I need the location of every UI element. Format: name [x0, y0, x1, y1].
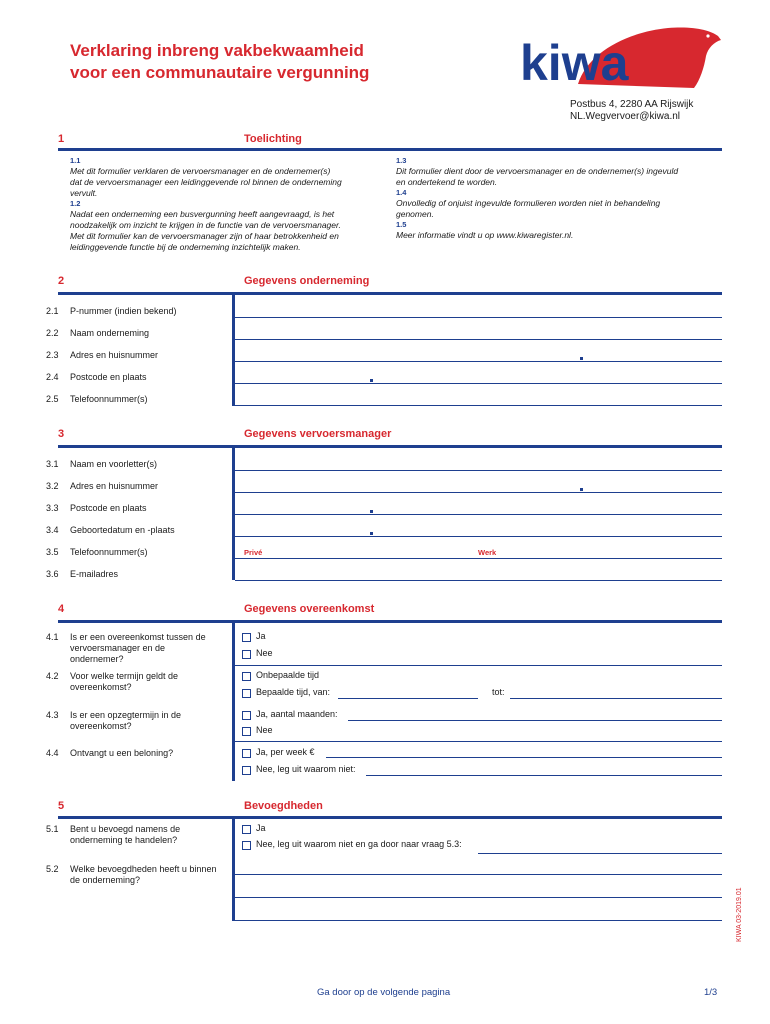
- fixed-term-until-input[interactable]: [510, 698, 722, 699]
- postcode-separator: [370, 510, 373, 513]
- para-1-4-line: genomen.: [396, 209, 434, 219]
- question-line: Ontvangt u een beloning?: [70, 748, 174, 758]
- question-line: overeenkomst?: [70, 682, 132, 692]
- section-5-divider: [232, 819, 235, 921]
- section-1-number: 1: [58, 133, 65, 145]
- explanation-right: [396, 156, 722, 241]
- para-1-3-line: Dit formulier dient door de vervoersmanager en de ondernemer(s) ingevuld: [396, 166, 679, 176]
- row-2-2-number: 2.2: [46, 328, 59, 338]
- question-4-4-number: 4.4: [46, 748, 59, 758]
- company-name-input[interactable]: [235, 339, 722, 340]
- row-3-2-number: 3.2: [46, 481, 59, 491]
- para-1-5-line: Meer informatie vindt u op www.kiwaregister.nl.: [396, 230, 574, 240]
- phone-private-label: Privé: [244, 548, 263, 557]
- row-3-4-label: Geboortedatum en -plaats: [70, 525, 175, 535]
- para-1-1-line: vervult.: [70, 188, 98, 198]
- para-1-3-number: 1.3: [396, 156, 407, 165]
- notice-yes-checkbox[interactable]: [242, 711, 251, 720]
- para-1-5-number: 1.5: [396, 220, 407, 229]
- row-2-1-label: P-nummer (indien bekend): [70, 306, 177, 316]
- explanation-left: [70, 156, 390, 253]
- question-4-2-number: 4.2: [46, 671, 59, 681]
- question-line: vervoersmanager en de: [70, 643, 166, 653]
- manager-postcode-input[interactable]: [235, 514, 722, 515]
- row-3-6-label: E-mailadres: [70, 569, 119, 579]
- question-line: Bent u bevoegd namens de: [70, 824, 181, 834]
- question-line: Voor welke termijn geldt de: [70, 671, 179, 681]
- company-postcode-input[interactable]: [235, 383, 722, 384]
- authorized-yes-checkbox[interactable]: [242, 825, 251, 834]
- house-number-separator: [580, 357, 583, 360]
- question-line: Is er een opzegtermijn in de: [70, 710, 182, 720]
- email-line: NL.Wegvervoer@kiwa.nl: [570, 111, 681, 122]
- para-1-2-line: Nadat een onderneming een busvergunning heeft aangevraagd, is het: [70, 209, 335, 219]
- question-5-2-number: 5.2: [46, 864, 59, 874]
- question-5-2-text: [70, 864, 230, 886]
- section-3-number: 3: [58, 428, 65, 440]
- row-2-2-label: Naam onderneming: [70, 328, 150, 338]
- agreement-no-checkbox[interactable]: [242, 650, 251, 659]
- company-phone-input[interactable]: [235, 405, 722, 406]
- form-code: KIWA 03-2019.01: [736, 887, 743, 942]
- reward-no-label: Nee, leg uit waarom niet:: [256, 764, 356, 774]
- section-2-number: 2: [58, 275, 65, 287]
- manager-birth-input[interactable]: [235, 536, 722, 537]
- fixed-term-label: Bepaalde tijd, van:: [256, 687, 331, 697]
- section-2-divider: [232, 295, 235, 406]
- page-number: 1/3: [704, 987, 718, 998]
- company-address-input[interactable]: [235, 361, 722, 362]
- reward-yes-checkbox[interactable]: [242, 749, 251, 758]
- address-line: Postbus 4, 2280 AA Rijswijk: [570, 99, 694, 110]
- reward-no-checkbox[interactable]: [242, 766, 251, 775]
- notice-no-label: Nee: [256, 725, 273, 735]
- house-number-separator: [580, 488, 583, 491]
- powers-input-line-1[interactable]: [235, 874, 722, 875]
- row-2-1-number: 2.1: [46, 306, 59, 316]
- form-title: [70, 40, 369, 84]
- powers-input-line-3[interactable]: [235, 920, 722, 921]
- para-1-2-line: noodzakelijk om inzicht te krijgen in de functie van de vervoersmanager.: [70, 220, 341, 230]
- para-1-1-number: 1.1: [70, 156, 81, 165]
- question-4-2-text: [70, 671, 230, 693]
- question-line: Is er een overeenkomst tussen de: [70, 632, 206, 642]
- indefinite-term-label: Onbepaalde tijd: [256, 670, 320, 680]
- authorized-no-checkbox[interactable]: [242, 841, 251, 850]
- row-2-4-number: 2.4: [46, 372, 59, 382]
- question-5-1-number: 5.1: [46, 824, 59, 834]
- row-3-5-label: Telefoonnummer(s): [70, 547, 148, 557]
- para-1-3-line: en ondertekend te worden.: [396, 177, 498, 187]
- fixed-term-checkbox[interactable]: [242, 689, 251, 698]
- section-5-number: 5: [58, 800, 65, 812]
- fixed-term-until-label: tot:: [492, 687, 505, 697]
- question-4-1-text: [70, 632, 230, 665]
- para-1-1-line: dat de vervoersmanager een leidinggevende rol binnen de onderneming: [70, 177, 342, 187]
- section-1-rule: [58, 148, 722, 151]
- section-3-title: Gegevens vervoersmanager: [244, 428, 392, 440]
- row-2-5-label: Telefoonnummer(s): [70, 394, 148, 404]
- section-4-title: Gegevens overeenkomst: [244, 603, 375, 615]
- postcode-separator: [370, 379, 373, 382]
- question-line: Welke bevoegdheden heeft u binnen: [70, 864, 217, 874]
- kiwa-logo: [518, 22, 723, 90]
- row-3-6-number: 3.6: [46, 569, 59, 579]
- section-2-title: Gegevens onderneming: [244, 275, 370, 287]
- contact-address: [570, 99, 693, 123]
- row-2-3-number: 2.3: [46, 350, 59, 360]
- authorized-reason-input[interactable]: [478, 853, 722, 854]
- row-3-2-label: Adres en huisnummer: [70, 481, 159, 491]
- reward-reason-input[interactable]: [366, 775, 722, 776]
- row-2-5-number: 2.5: [46, 394, 59, 404]
- question-line: ondernemer?: [70, 654, 124, 664]
- reward-amount-input[interactable]: [326, 757, 722, 758]
- manager-email-input[interactable]: [235, 580, 722, 581]
- section-3-rule: [58, 445, 722, 448]
- row-2-3-label: Adres en huisnummer: [70, 350, 159, 360]
- authorized-no-label: Nee, leg uit waarom niet en ga door naar vraag 5.3:: [256, 839, 462, 849]
- row-separator: [235, 665, 722, 666]
- phone-work-label: Werk: [478, 548, 497, 557]
- section-4-number: 4: [58, 603, 65, 615]
- notice-months-input[interactable]: [348, 720, 722, 721]
- row-3-1-label: Naam en voorletter(s): [70, 459, 158, 469]
- question-4-3-number: 4.3: [46, 710, 59, 720]
- next-page-note: Ga door op de volgende pagina: [317, 987, 451, 998]
- logo-wordmark: kiwa: [520, 35, 629, 90]
- title-line-2: voor een communautaire vergunning: [70, 63, 370, 82]
- pnummer-input[interactable]: [235, 317, 722, 318]
- date-place-separator: [370, 532, 373, 535]
- notice-no-checkbox[interactable]: [242, 727, 251, 736]
- row-3-5-number: 3.5: [46, 547, 59, 557]
- manager-address-input[interactable]: [235, 492, 722, 493]
- row-3-3-label: Postcode en plaats: [70, 503, 147, 513]
- question-line: overeenkomst?: [70, 721, 132, 731]
- authorized-yes-label: Ja: [256, 823, 266, 833]
- question-4-1-number: 4.1: [46, 632, 59, 642]
- manager-name-input[interactable]: [235, 470, 722, 471]
- para-1-2-line: Met dit formulier kan de vervoersmanager zijn of haar betrokkenheid en: [70, 231, 339, 241]
- row-3-3-number: 3.3: [46, 503, 59, 513]
- section-4-divider: [232, 623, 235, 781]
- indefinite-term-checkbox[interactable]: [242, 672, 251, 681]
- agreement-yes-label: Ja: [256, 631, 266, 641]
- para-1-2-number: 1.2: [70, 199, 81, 208]
- row-2-4-label: Postcode en plaats: [70, 372, 147, 382]
- powers-input-line-2[interactable]: [235, 897, 722, 898]
- section-4-rule: [58, 620, 722, 623]
- notice-yes-label: Ja, aantal maanden:: [256, 709, 338, 719]
- title-line-1: Verklaring inbreng vakbekwaamheid: [70, 41, 364, 60]
- agreement-no-label: Nee: [256, 648, 273, 658]
- question-5-1-text: [70, 824, 230, 846]
- para-1-1-line: Met dit formulier verklaren de vervoersmanager en de ondernemer(s): [70, 166, 331, 176]
- section-5-rule: [58, 816, 722, 819]
- manager-phone-input[interactable]: [235, 558, 722, 559]
- agreement-yes-checkbox[interactable]: [242, 633, 251, 642]
- row-separator: [235, 741, 722, 742]
- para-1-4-number: 1.4: [396, 188, 407, 197]
- row-3-1-number: 3.1: [46, 459, 59, 469]
- question-line: onderneming te handelen?: [70, 835, 178, 845]
- fixed-term-from-input[interactable]: [338, 698, 478, 699]
- row-3-4-number: 3.4: [46, 525, 59, 535]
- para-1-2-line: leidinggevende functie bij de onderneming inzichtelijk maken.: [70, 242, 301, 252]
- section-2-rule: [58, 292, 722, 295]
- question-4-4-text: [70, 748, 230, 759]
- reward-yes-label: Ja, per week €: [256, 747, 315, 757]
- section-1-title: Toelichting: [244, 133, 302, 145]
- question-4-3-text: [70, 710, 230, 732]
- section-5-title: Bevoegdheden: [244, 800, 323, 812]
- para-1-4-line: Onvolledig of onjuist ingevulde formulieren worden niet in behandeling: [396, 198, 661, 208]
- question-line: de onderneming?: [70, 875, 141, 885]
